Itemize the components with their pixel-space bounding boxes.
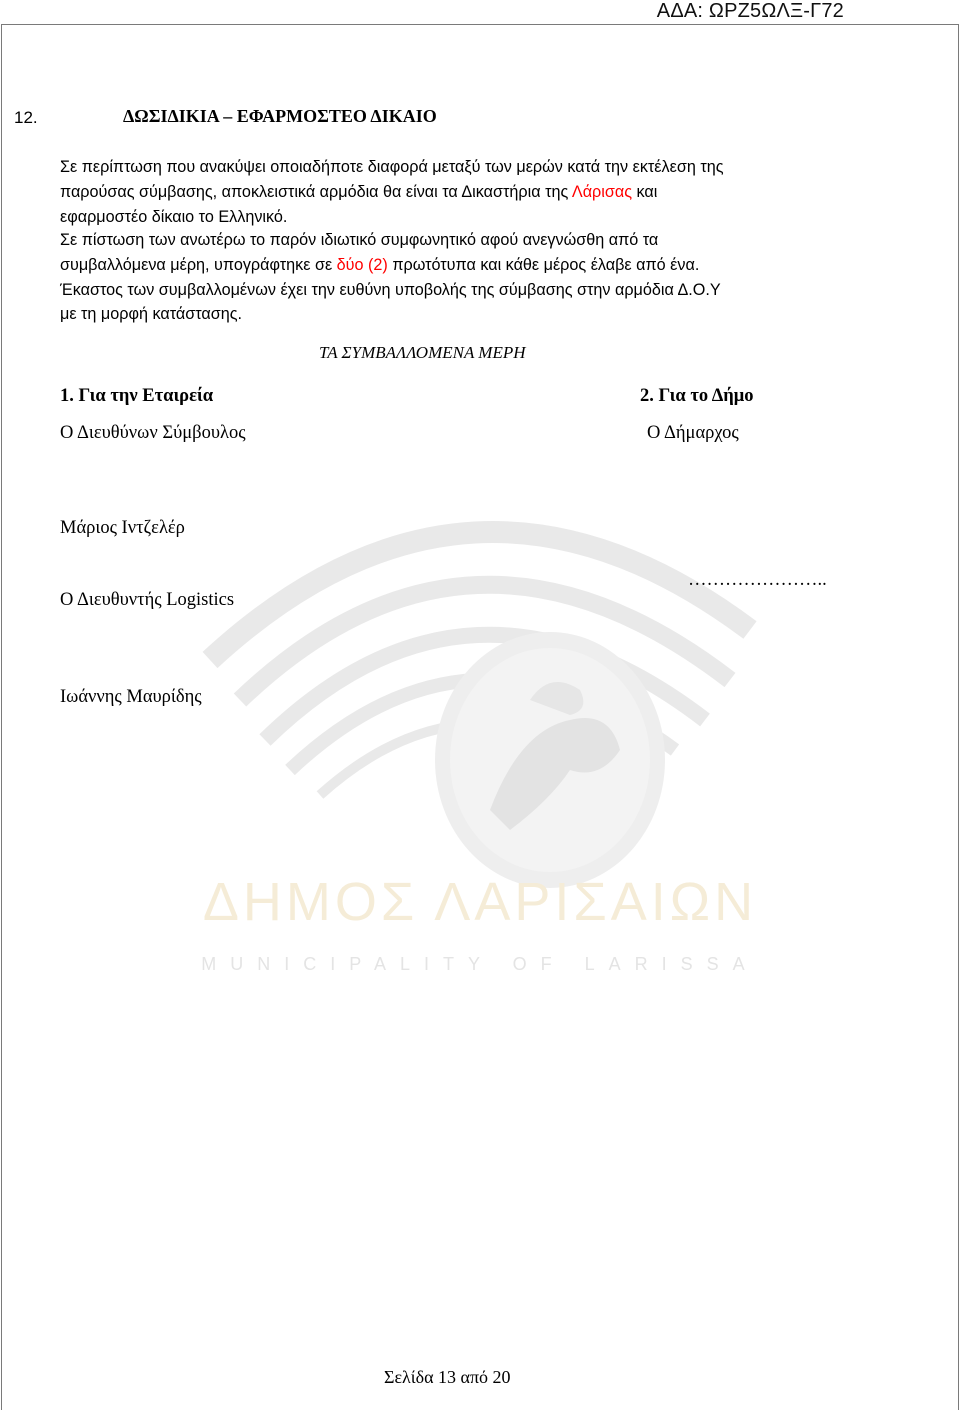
page-footer: Σελίδα 13 από 20 <box>384 1367 511 1387</box>
ada-code: ΑΔΑ: ΩΡΖ5ΩΛΞ-Γ72 <box>656 0 844 22</box>
para2-line4: με τη μορφή κατάστασης. <box>60 305 243 323</box>
para1-line1: Σε περίπτωση που ανακύψει οποιαδήποτε διαφορά μεταξύ των μερών κατά την εκτέλεση της <box>60 158 724 176</box>
watermark-subtitle: MUNICIPALITY OF LARISSA <box>201 954 759 974</box>
party1-heading: 1. Για την Εταιρεία <box>60 386 214 406</box>
party1-name1: Μάριος Ιντζελέρ <box>60 518 185 538</box>
party2-signature-line: ………………….. <box>688 570 827 590</box>
para1-line2: παρούσας σύμβασης, αποκλειστικά αρμόδια θα είναι τα Δικαστήρια της Λάρισας και <box>60 183 658 201</box>
party2-heading: 2. Για το Δήμο <box>640 386 754 406</box>
parties-title: ΤΑ ΣΥΜΒΑΛΛΟΜΕΝΑ ΜΕΡΗ <box>319 343 526 362</box>
coin-emblem-image <box>435 632 665 888</box>
section-title: ΔΩΣΙΔΙΚΙΑ – ΕΦΑΡΜΟΣΤΕΟ ΔΙΚΑΙΟ <box>123 106 437 126</box>
para2-line3: Έκαστος των συμβαλλομένων έχει την ευθύνη υποβολής της σύμβασης στην αρμόδια Δ.Ο.Υ <box>60 281 721 299</box>
para2-line2: συμβαλλόμενα μέρη, υπογράφτηκε σε δύο (2) πρωτότυπα και κάθε μέρος έλαβε από ένα. <box>60 256 700 274</box>
copies-count: δύο (2) <box>336 256 388 274</box>
municipality-watermark <box>170 450 790 990</box>
para1-line3: εφαρμοστέο δίκαιο το Ελληνικό. <box>60 208 288 226</box>
watermark-title: ΔΗΜΟΣ ΛΑΡΙΣΑΙΩΝ <box>202 872 758 932</box>
party1-role2: Ο Διευθυντής Logistics <box>60 590 235 610</box>
section-number: 12. <box>14 108 38 127</box>
para2-line1: Σε πίστωση των ανωτέρω το παρόν ιδιωτικό συμφωνητικό αφού ανεγνώσθη από τα <box>60 231 659 249</box>
party1-name2: Ιωάννης Μαυρίδης <box>60 687 202 707</box>
party1-role1: Ο Διευθύνων Σύμβουλος <box>60 423 246 443</box>
party2-role: Ο Δήμαρχος <box>647 423 739 443</box>
court-city: Λάρισας <box>571 183 633 201</box>
